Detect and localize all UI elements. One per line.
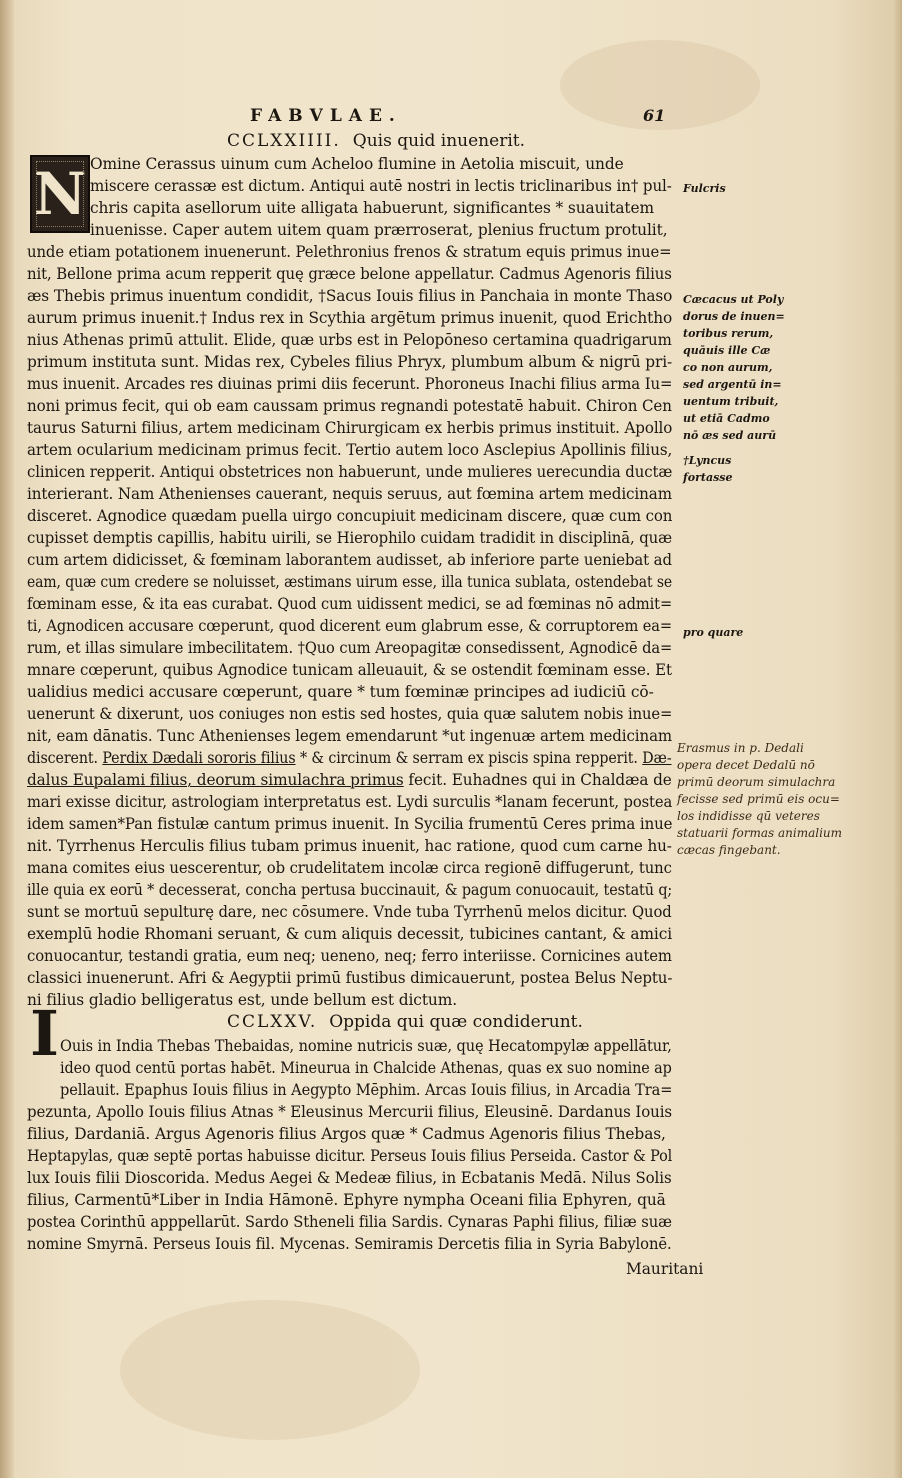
running-head	[0, 106, 902, 130]
text-line: nius Athenas primū attulit. Elide, quæ urbs est in Pelopōneso certamina quadrigarum	[27, 331, 672, 349]
text-line: rum, et illas simulare imbecilitatem. †Quo cum Areopagitæ consedissent, Agnodicē da=	[27, 639, 673, 657]
margin-note: toribus rerum,	[683, 327, 774, 340]
text-line: inuenisse. Caper autem uitem quam prærroserat, plenius fructum protulit,	[90, 221, 668, 239]
text-line: mari exisse dicitur, astrologiam interpretatus est. Lydi surculis *lanam fecerunt, postea	[27, 793, 673, 811]
text-line-underlined	[27, 770, 672, 790]
text-line: postea Corinthū apppellarūt. Sardo Stheneli filia Sardis. Cynaras Paphi filius, filiæ suæ	[27, 1213, 672, 1231]
margin-note: pro quare	[683, 626, 744, 639]
chapter-heading-275	[227, 1012, 583, 1032]
text-line: idem samen*Pan fistulæ cantum primus inuenit. In Sycilia frumentū Ceres prima inue	[27, 815, 673, 833]
paper-stain	[120, 1300, 420, 1440]
text-line: fœminam esse, & ita eas curabat. Quod cum uidissent medici, se ad fœminas nō admit=	[27, 595, 673, 613]
text-line: pezunta, Apollo Iouis filius Atnas * Eleusinus Mercurii filius, Eleusinē. Dardanus Iouis	[27, 1103, 673, 1121]
text-line: mus inuenit. Arcades res diuinas primi diis fecerunt. Phoroneus Inachi filius arma Iu=	[27, 375, 673, 393]
text-segment: discerent.	[27, 749, 103, 767]
margin-note: ut etiā Cadmo	[683, 412, 770, 425]
decorated-initial	[30, 155, 90, 233]
text-line: ideo quod centū portas habēt. Mineurua in Chalcide Athenas, quas ex suo nomine ap	[60, 1059, 672, 1077]
text-line: mnare cœperunt, quibus Agnodice tunicam alleuauit, & se ostendit fœminam esse. Et	[27, 661, 672, 679]
margin-note: nō æs sed aurū	[683, 429, 777, 442]
text-line: nit. Tyrrhenus Herculis filius tubam primus inuenit, hac ratione, quod cum carne hu-	[27, 837, 672, 855]
text-line: ualidius medici accusare cœperunt, quare * tum fœminæ principes ad iudiciū cō-	[27, 683, 654, 701]
text-line: uenerunt & dixerunt, uos coniuges non estis sed hostes, quia quæ salutem nobis inue=	[27, 705, 673, 723]
text-line: eam, quæ cum credere se noluisset, æstimans uirum esse, illa tunica sublata, ostendebat se	[27, 573, 673, 591]
text-line: conuocantur, testandi gratia, eum neq; ueneno, neq; ferro interiisse. Cornicines autem	[27, 947, 672, 965]
text-line: filius, Carmentū*Liber in India Hāmonē. Ephyre nympha Oceani filia Ephyren, quā	[27, 1191, 666, 1209]
text-line: artem ocularium medicinam primus fecit. Tertio autem loco Asclepius Apollinis filius,	[27, 441, 673, 459]
text-line: nomine Smyrnā. Perseus Iouis fil. Mycenas. Semiramis Dercetis filia in Syria Babylonē.	[27, 1235, 672, 1253]
text-line: miscere cerassæ est dictum. Antiqui autē nostri in lectis triclinaribus in† pul-	[90, 177, 672, 195]
text-line: aurum primus inuenit.† Indus rex in Scythia argētum primus inuenit, quod Erichtho	[27, 309, 673, 327]
text-segment: * & circinum & serram ex piscis spina repperit.	[295, 749, 643, 767]
underlined-text: Perdix Dædali sororis filius	[102, 749, 296, 767]
text-line: primum instituta sunt. Midas rex, Cybeles filius Phryx, plumbum album & nigrū pri-	[27, 353, 673, 371]
text-line: ni filius gladio belligeratus est, unde bellum est dictum.	[27, 991, 458, 1009]
text-line: chris capita asellorum uite alligata habuerunt, significantes * suauitatem	[90, 199, 655, 217]
handwritten-annotation	[677, 740, 842, 859]
underlined-text: Dæ-	[642, 749, 672, 767]
text-segment: fecit. Euhadnes qui in Chaldæa de	[403, 771, 672, 789]
margin-note: Fulcris	[683, 182, 726, 195]
text-line-underlined	[27, 748, 672, 768]
underlined-text: dalus Eupalami filius, deorum simulachra primus	[27, 771, 404, 789]
text-line: Heptapylas, quæ septē portas habuisse dicitur. Perseus Iouis filius Perseida. Castor & Pol	[27, 1147, 673, 1165]
text-line: lux Iouis filii Dioscorida. Medus Aegei & Medeæ filius, in Ecbatanis Medā. Nilus Solis	[27, 1169, 672, 1187]
text-line: classici inuenerunt. Afri & Aegyptii primū fustibus dimicauerunt, postea Belus Neptu-	[27, 969, 673, 987]
catchword: Mauritani	[626, 1260, 704, 1278]
running-title: FABVLAE.	[250, 106, 402, 126]
chapter-number: CCLXXIIII.	[227, 131, 341, 151]
text-line: ti, Agnodicen accusare cœperunt, quod dicerent eum glabrum esse, & corruptorem ea=	[27, 617, 672, 635]
handwritten-line: primū deorum simulachra	[677, 775, 836, 789]
initial-letter: N	[33, 160, 87, 228]
text-line: pellauit. Epaphus Iouis filius in Aegypto Mēphim. Arcas Iouis filius, in Arcadia Tra=	[60, 1081, 673, 1099]
margin-note: uentum tribuit,	[683, 395, 779, 408]
margin-note: †Lyncus	[683, 454, 732, 467]
margin-note: quāuis ille Cæ	[683, 344, 771, 357]
handwritten-line: los indidisse qū veteres	[677, 809, 820, 823]
margin-note: dorus de inuen=	[683, 310, 785, 323]
text-line: Omine Cerassus uinum cum Acheloo flumine in Aetolia miscuit, unde	[90, 155, 624, 173]
handwritten-line: statuarii formas animalium	[677, 826, 843, 840]
text-line: taurus Saturni filius, artem medicinam Chirurgicam ex herbis primus instituit. Apollo	[27, 419, 673, 437]
text-line: cum artem didicisset, & fœminam laborantem audisset, ab inferiore parte ueniebat ad	[27, 551, 672, 569]
handwritten-line: Erasmus in p. Dedali	[677, 741, 804, 755]
text-line: noni primus fecit, qui ob eam caussam primus regnandi potestatē habuit. Chiron Cen	[27, 397, 672, 415]
text-line: Ouis in India Thebas Thebaidas, nomine nutricis suæ, quę Hecatompylæ appellātur,	[60, 1037, 672, 1055]
text-line: mana comites eius uescerentur, ob crudelitatem incolæ circa regionē diffugerunt, tunc	[27, 859, 672, 877]
text-line: unde etiam potationem inuenerunt. Pelethronius frenos & stratum equis primus inue=	[27, 243, 672, 261]
chapter-title: Quis quid inuenerit.	[352, 131, 525, 151]
text-line: ille quia ex eorū * decesserat, concha pertusa buccinauit, & pagum conuocauit, testatū q;	[27, 881, 673, 899]
margin-note: fortasse	[683, 471, 733, 484]
initial-letter: I	[30, 997, 60, 1070]
margin-note: sed argentū in=	[683, 378, 782, 391]
margin-note: Cæcacus ut Poly	[683, 293, 784, 306]
text-line: exemplū hodie Rhomani seruant, & cum aliquis decessit, tubicines cantant, & amici	[27, 925, 673, 943]
handwritten-line: opera decet Dedalū nō	[677, 758, 815, 772]
text-line: cupisset demptis capillis, habitu uirili, se Hierophilo cuidam tradidit in disciplinā, quæ	[27, 529, 673, 547]
text-line: æs Thebis primus inuentum condidit, †Sacus Iouis filius in Panchaia in monte Thaso	[27, 287, 673, 305]
text-line: disceret. Agnodice quædam puella uirgo concupiuit medicinam discere, quæ cum con	[27, 507, 673, 525]
text-line: filius, Dardaniā. Argus Agenoris filius Argos quæ * Cadmus Agenoris filius Thebas,	[27, 1125, 666, 1143]
chapter-title: Oppida qui quæ condiderunt.	[329, 1012, 583, 1032]
folio-number: 61	[643, 106, 666, 125]
page-gutter	[0, 0, 14, 1478]
text-line: sunt se mortuū sepulturę dare, nec cōsumere. Vnde tuba Tyrrhenū melos dicitur. Quod	[27, 903, 672, 921]
text-line: nit, eam dānatis. Tunc Athenienses legem emendarunt *ut ingenuæ artem medicinam	[27, 727, 673, 745]
handwritten-line: fecisse sed primū eis ocu=	[677, 792, 840, 806]
text-line: interierant. Nam Athenienses cauerant, nequis seruus, aut fœmina artem medicinam	[27, 485, 672, 503]
page-edge	[892, 0, 902, 1478]
margin-note: co non aurum,	[683, 361, 773, 374]
chapter-heading-274	[227, 131, 525, 151]
chapter-number: CCLXXV.	[227, 1012, 318, 1032]
handwritten-line: cæcas fingebant.	[677, 843, 781, 857]
text-line: clinicen repperit. Antiqui obstetrices non habuerunt, unde mulieres uerecundia ductæ	[27, 463, 673, 481]
text-line: nit, Bellone prima acum repperit quę græce belone appellatur. Cadmus Agenoris filius	[27, 265, 672, 283]
